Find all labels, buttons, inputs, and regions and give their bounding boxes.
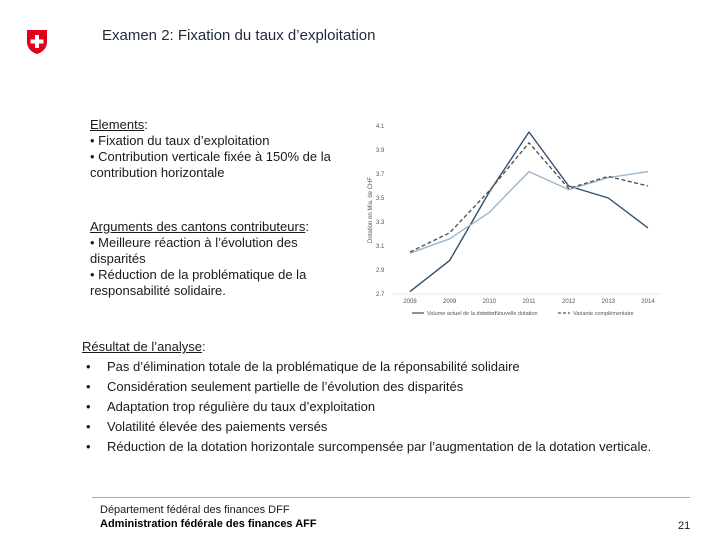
footer-administration: Administration fédérale des finances AFF — [100, 518, 317, 530]
results-list — [82, 357, 682, 457]
results-block — [82, 337, 682, 457]
y-tick-label: 3.1 — [376, 244, 385, 250]
y-tick-label: 2.9 — [376, 268, 385, 274]
arguments-block — [90, 219, 335, 299]
elements-colon: : — [144, 117, 148, 132]
y-tick-label: 3.5 — [376, 196, 385, 202]
x-tick-label: 2011 — [522, 299, 536, 305]
x-tick-label: 2013 — [601, 299, 616, 305]
x-tick-label: 2009 — [442, 299, 457, 305]
elements-block — [90, 117, 360, 181]
elements-heading: Elements — [90, 117, 145, 132]
results-item: • Considération seulement partielle de l’évolution des disparités — [82, 377, 682, 397]
legend-label: Variante complémentaire — [573, 311, 634, 317]
elements-heading-line — [90, 117, 360, 133]
legend-label: Volume actuel de la dotation — [427, 311, 497, 317]
results-colon: : — [201, 339, 206, 354]
x-tick-label: 2014 — [641, 299, 655, 305]
y-tick-label: 3.7 — [376, 172, 385, 178]
results-heading-line — [82, 337, 682, 357]
x-tick-label: 2010 — [482, 299, 497, 305]
footer-department: Département fédéral des finances DFF — [100, 504, 290, 516]
results-item: • Réduction de la dotation horizontale surcompensée par l’augmentation de la dotation verticale. — [82, 437, 682, 457]
arguments-colon: : — [305, 219, 309, 234]
x-tick-label: 2008 — [403, 299, 417, 305]
arguments-item: • Meilleure réaction à l’évolution des disparités — [90, 235, 298, 266]
swiss-federal-logo — [26, 29, 48, 55]
results-item: • Adaptation trop régulière du taux d’exploitation — [82, 397, 682, 417]
arguments-heading-line — [90, 219, 335, 235]
slide-title: Examen 2: Fixation du taux d’exploitation — [102, 27, 376, 44]
results-item: • Pas d’élimination totale de la problématique de la réponsabilité solidaire — [82, 357, 682, 377]
footer-divider — [92, 497, 690, 498]
y-tick-label: 3.3 — [376, 220, 385, 226]
legend-label: Nouvelle dotation — [495, 311, 538, 317]
series-line — [410, 132, 648, 292]
series-line — [410, 172, 648, 254]
dotation-line-chart — [362, 118, 667, 323]
x-tick-label: 2012 — [561, 299, 576, 305]
y-tick-label: 4.1 — [376, 124, 385, 130]
y-axis-label: Dotation en Mia. de CHF — [368, 176, 374, 244]
results-heading: Résultat de l’analyse — [82, 339, 202, 354]
arguments-item: • Réduction de la problématique de la responsabilité solidaire. — [90, 267, 307, 298]
results-item: • Volatilité élevée des paiements versés — [82, 417, 682, 437]
swiss-cross-horizontal — [31, 40, 44, 44]
arguments-heading: Arguments des cantons contributeurs — [90, 219, 306, 234]
elements-item: • Fixation du taux d’exploitation — [90, 133, 270, 148]
y-tick-label: 2.7 — [376, 292, 385, 298]
y-tick-label: 3.9 — [376, 148, 385, 154]
page-number: 21 — [678, 520, 691, 532]
series-line — [410, 143, 648, 252]
elements-item: • Contribution verticale fixée à 150% de la contribution horizontale — [90, 149, 331, 180]
